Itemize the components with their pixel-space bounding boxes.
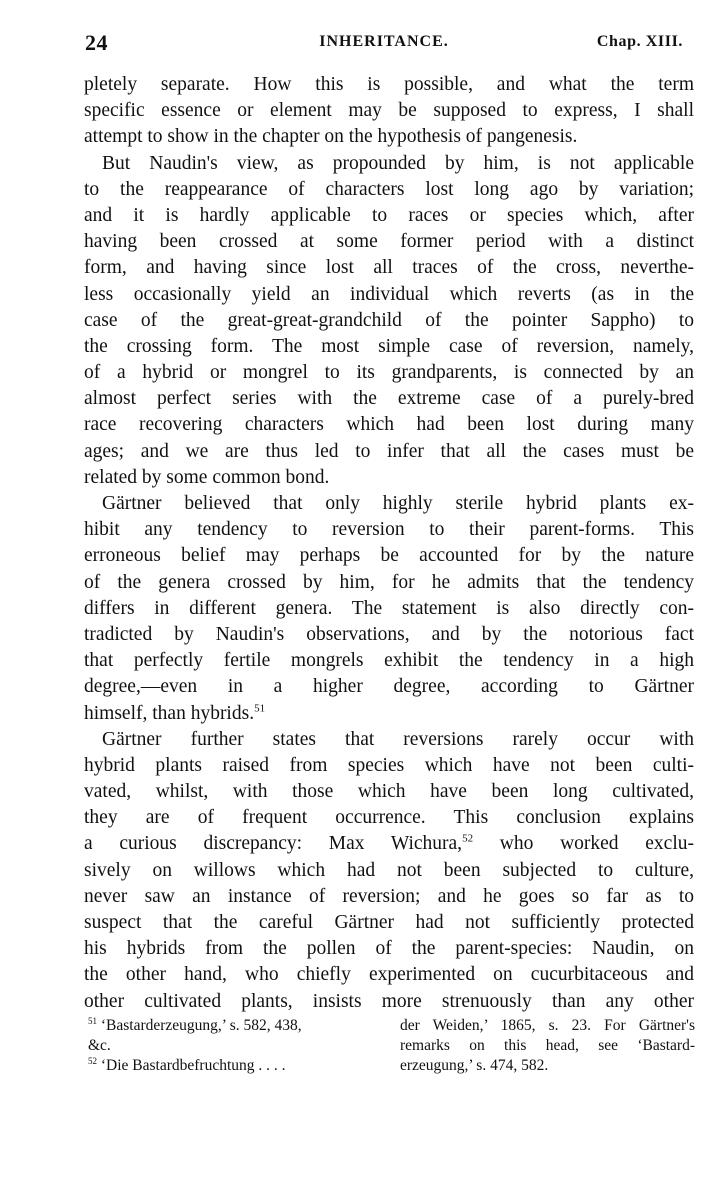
text-line: specific essence or element may be supposed to express, I shall (84, 100, 694, 122)
page-header (85, 30, 693, 58)
text-line: they are of frequent occurrence. This conclusion explains (84, 807, 694, 829)
footnote-ref-51: 51 (254, 702, 266, 714)
line-text: a curious discrepancy: Max Wichura, (84, 833, 463, 855)
footnote-ref-52: 52 (462, 832, 474, 845)
text-line: to the reappearance of characters lost long ago by variation; (84, 178, 694, 200)
footnote-52 (88, 1056, 373, 1076)
text-line: hibit any tendency to reversion to their parent-forms. This (84, 519, 694, 541)
text-line: of the genera crossed by him, for he admits that the tendency (84, 571, 694, 593)
text-line: other cultivated plants, insists more strenuously than any other (84, 990, 694, 1012)
text-line: sively on willows which had not been subjected to culture, (84, 859, 694, 881)
text-line: ages; and we are thus led to infer that all the cases must be (84, 440, 694, 462)
running-title: INHERITANCE. (319, 33, 449, 50)
footnote-text: ‘Die Bastardbefruchtung . . . . (97, 1057, 286, 1074)
footnote-number: 52 (88, 1055, 97, 1066)
text-line: vated, whilst, with those which have been long cultivated, (84, 781, 694, 803)
text-line: having been crossed at some former period with a distinct (84, 231, 694, 253)
footnotes-left-column (88, 1016, 373, 1076)
footnote-51-cont (88, 1036, 373, 1056)
text-line: almost perfect series with the extreme case of a purely-bred (84, 388, 694, 410)
text-line: the other hand, who chiefly experimented on cucurbitaceous and (84, 964, 694, 986)
chapter-label: Chap. XIII. (596, 33, 683, 50)
text-line: But Naudin's view, as propounded by him, is not applicable (102, 152, 694, 174)
line-text: himself, than hybrids. (84, 702, 255, 724)
text-line: hybrid plants raised from species which have not been culti- (84, 754, 694, 776)
footnote-number: 51 (88, 1015, 97, 1026)
text-line: less occasionally yield an individual which reverts (as in the (84, 283, 694, 305)
text-line: his hybrids from the pollen of the parent-species: Naudin, on (84, 938, 694, 960)
line-text-tail: who worked exclu- (473, 833, 694, 855)
text-line: erroneous belief may perhaps be accounted for by the nature (84, 545, 694, 567)
text-line: degree,—even in a higher degree, according to Gärtner (84, 676, 694, 698)
footnote-text-line: der Weiden,’ 1865, s. 23. For Gärtner's (400, 1017, 695, 1034)
page-number: 24 (85, 30, 108, 55)
text-line: race recovering characters which had been lost during many (84, 414, 694, 436)
footnote-text: &c. (88, 1037, 111, 1054)
body-text (84, 72, 694, 1015)
text-line: differs in different genera. The statement is also directly con- (84, 597, 694, 619)
text-line: of a hybrid or mongrel to its grandparents, is connected by an (84, 362, 694, 384)
text-line: that perfectly fertile mongrels exhibit the tendency in a high (84, 650, 694, 672)
text-line (84, 701, 694, 727)
text-line: case of the great-great-grandchild of the pointer Sappho) to (84, 309, 694, 331)
text-line: related by some common bond. (84, 466, 330, 488)
text-line: suspect that the careful Gärtner had not sufficiently protected (84, 912, 694, 933)
footnote-51 (88, 1016, 373, 1036)
text-line: never saw an instance of reversion; and he goes so far as to (84, 885, 694, 907)
footnote-text: ‘Bastarderzeugung,’ s. 582, 438, (97, 1017, 302, 1034)
text-line (84, 831, 694, 857)
footnotes-right-column (400, 1016, 695, 1076)
text-line: attempt to show in the chapter on the hypothesis of pangenesis. (84, 126, 578, 148)
footnote-text-line: remarks on this head, see ‘Bastard- (400, 1037, 695, 1054)
text-line: and it is hardly applicable to races or species which, after (84, 204, 694, 226)
text-line: tradicted by Naudin's observations, and by the notorious fact (84, 623, 694, 645)
text-line: Gärtner further states that reversions rarely occur with (102, 728, 694, 750)
text-line: form, and having since lost all traces of the cross, neverthe- (84, 257, 694, 279)
text-line: pletely separate. How this is possible, and what the term (84, 74, 694, 95)
footnote-text-line: erzeugung,’ s. 474, 582. (400, 1057, 549, 1074)
text-line: Gärtner believed that only highly sterile hybrid plants ex- (102, 493, 694, 514)
text-line: the crossing form. The most simple case of reversion, namely, (84, 335, 694, 357)
